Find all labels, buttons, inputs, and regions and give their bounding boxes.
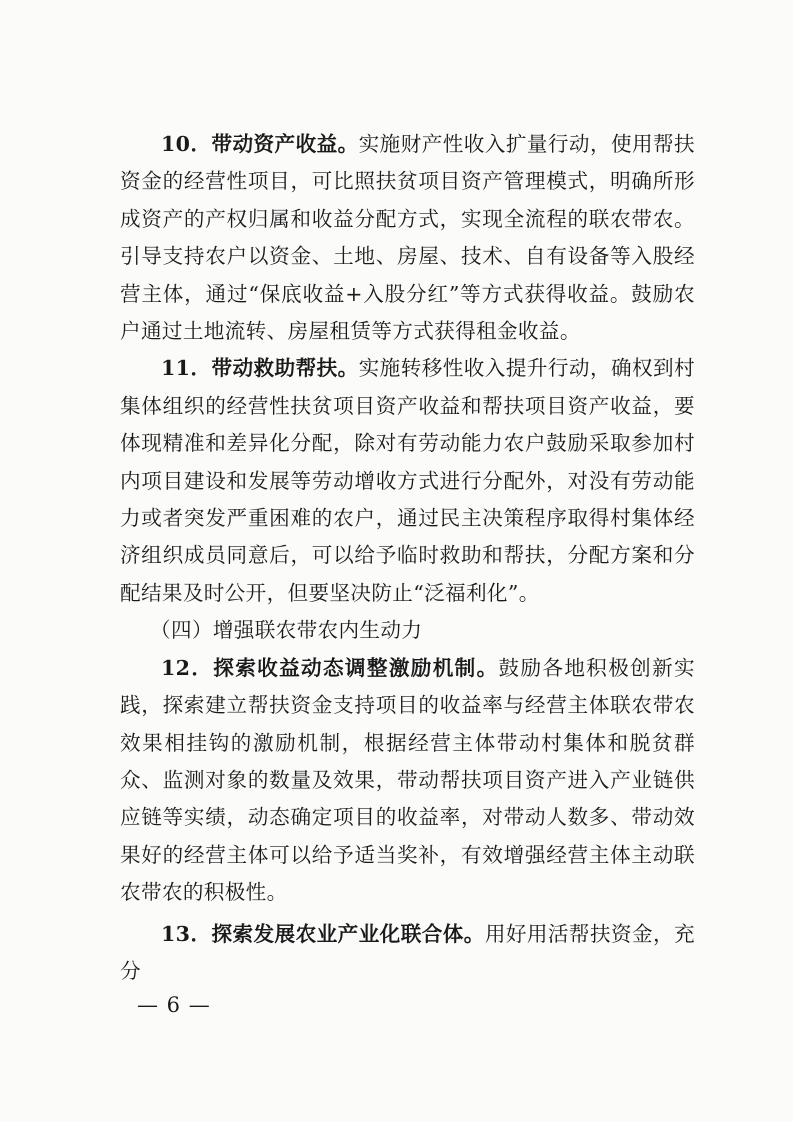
paragraph-text: 鼓励各地积极创新实践，探索建立帮扶资金支持项目的收益率与经营主体联农带农效果相挂钩的激励机制，根据经营主体带动村集体和脱贫群众、监测对象的数量及效果，带动帮扶项目资产进入产业链供应链等实绩，动态确定项目的收益率，对带动人数多、带动效果好的经营主体可以给予适当奖补，有效增强经营主体主动联农带农的积极性。 xyxy=(120,655,695,905)
paragraph-lead: 10．带动资产收益。 xyxy=(161,132,359,156)
section-heading: （四）增强联农带农内生动力 xyxy=(150,618,423,643)
paragraph-item-12 xyxy=(120,650,695,912)
paragraph-lead: 12．探索收益动态调整激励机制。 xyxy=(161,655,499,680)
paragraph-text: 用好用活帮扶资金，充分 xyxy=(120,921,695,983)
paragraph-item-13 xyxy=(120,916,695,991)
paragraph-item-11 xyxy=(120,350,695,612)
page-number: — 6 — xyxy=(137,993,211,1017)
paragraph-text: 实施财产性收入扩量行动，使用帮扶资金的经营性项目，可比照扶贫项目资产管理模式，明确所形成资产的产权归属和收益分配方式，实现全流程的联农带农。引导支持农户以资金、土地、房屋、技术、自有设备等入股经营主体，通过“保底收益+入股分红”等方式获得收益。鼓励农户通过土地流转、房屋租赁等方式获得租金收益。 xyxy=(120,132,695,344)
paragraph-item-10 xyxy=(120,126,695,350)
paragraph-lead: 13．探索发展农业产业化联合体。 xyxy=(161,921,485,946)
paragraph-text: 实施转移性收入提升行动，确权到村集体组织的经营性扶贫项目资产收益和帮扶项目资产收益，要体现精准和差异化分配，除对有劳动能力农户鼓励采取参加村内项目建设和发展等劳动增收方式进行分配外，对没有劳动能力或者突发严重困难的农户，通过民主决策程序取得村集体经济组织成员同意后，可以给予临时救助和帮扶，分配方案和分配结果及时公开，但要坚决防止“泛福利化”。 xyxy=(120,356,695,605)
body-text xyxy=(120,126,695,990)
paragraph-lead: 11．带动救助帮扶。 xyxy=(161,356,359,381)
